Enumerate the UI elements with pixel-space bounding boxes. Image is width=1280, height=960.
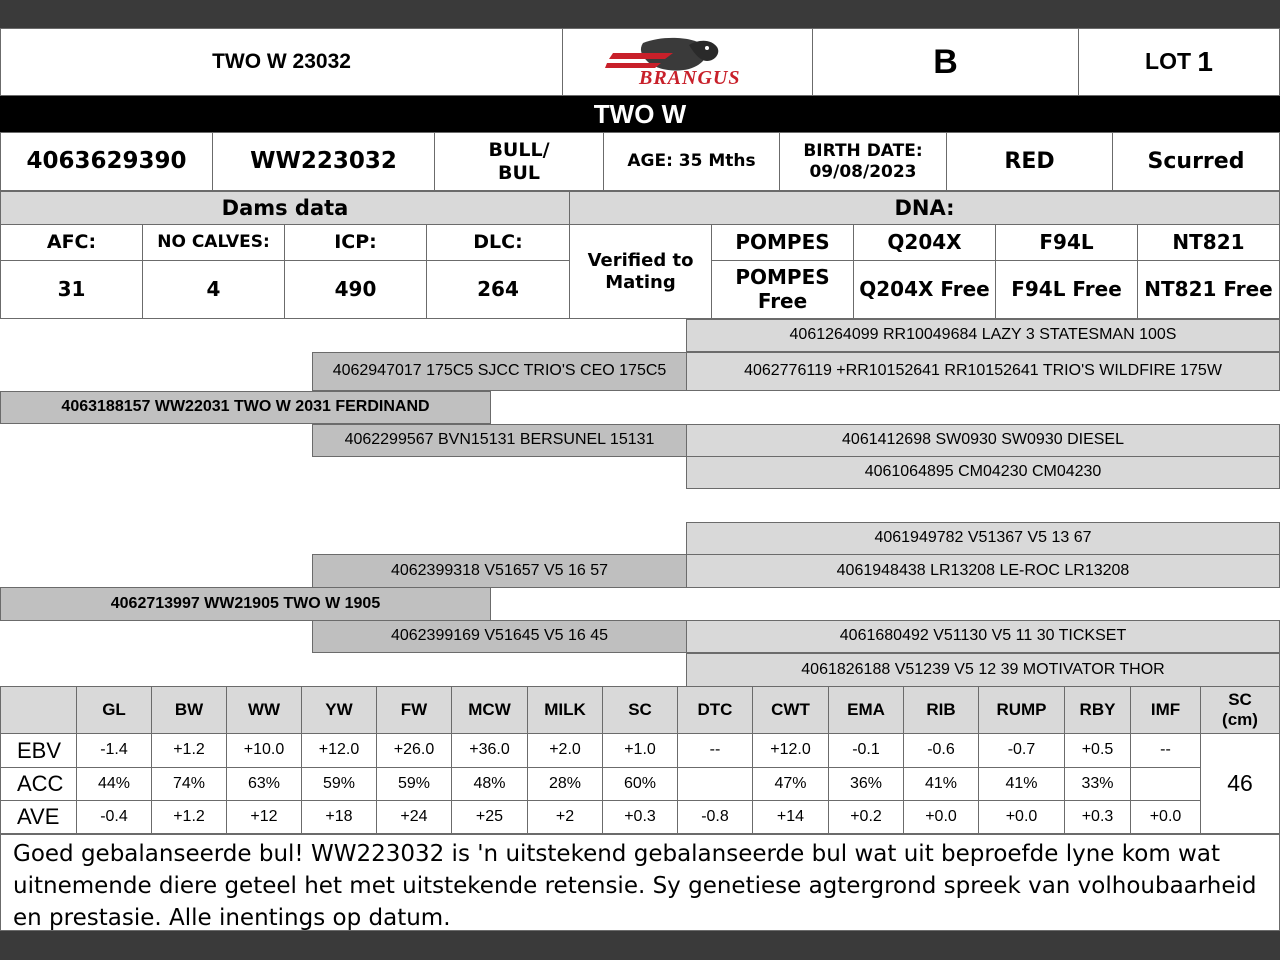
sc-cm-header bbox=[1200, 686, 1280, 734]
pedigree-sire-dam-dam: 4061064895 CM04230 CM04230 bbox=[686, 456, 1280, 489]
ebv-header-mcw: MCW bbox=[451, 686, 528, 734]
dna-result-q204x: Q204X Free bbox=[853, 260, 996, 319]
birth-date-label: BIRTH DATE: bbox=[803, 141, 923, 162]
ebv-value-ebv-cwt: +12.0 bbox=[752, 733, 829, 768]
pedigree-sire: 4063188157 WW22031 TWO W 2031 FERDINAND bbox=[0, 391, 491, 424]
no-calves-value: 4 bbox=[142, 260, 285, 319]
ebv-value-ebv-rib: -0.6 bbox=[903, 733, 979, 768]
ebv-value-acc-yw: 59% bbox=[301, 767, 377, 801]
pedigree-dam: 4062713997 WW21905 TWO W 1905 bbox=[0, 587, 491, 621]
ebv-value-ave-bw: +1.2 bbox=[151, 800, 227, 834]
sex-line-2: BUL bbox=[497, 161, 541, 184]
ebv-value-ebv-imf: -- bbox=[1130, 733, 1201, 768]
ebv-header-ww: WW bbox=[226, 686, 302, 734]
ebv-value-ebv-milk: +2.0 bbox=[527, 733, 603, 768]
ebv-header-gl: GL bbox=[76, 686, 152, 734]
ebv-value-ave-mcw: +25 bbox=[451, 800, 528, 834]
pedigree-dam-dam-dam: 4061826188 V51239 V5 12 39 MOTIVATOR THOR bbox=[686, 653, 1280, 687]
dams-data-title: Dams data bbox=[0, 191, 570, 225]
no-calves-header: NO CALVES: bbox=[142, 224, 285, 261]
ebv-value-acc-dtc bbox=[677, 767, 753, 801]
ebv-value-ave-ema: +0.2 bbox=[828, 800, 904, 834]
dna-title: DNA: bbox=[569, 191, 1280, 225]
ebv-value-ebv-mcw: +36.0 bbox=[451, 733, 528, 768]
ebv-value-acc-cwt: 47% bbox=[752, 767, 829, 801]
colour: RED bbox=[946, 132, 1113, 191]
afc-header: AFC: bbox=[0, 224, 143, 261]
top-frame-bar bbox=[0, 0, 1280, 28]
ebv-value-ebv-ema: -0.1 bbox=[828, 733, 904, 768]
ebv-value-ebv-yw: +12.0 bbox=[301, 733, 377, 768]
icp-header: ICP: bbox=[284, 224, 427, 261]
ebv-header-dtc: DTC bbox=[677, 686, 753, 734]
dna-result-pompes bbox=[711, 260, 854, 319]
ebv-value-acc-rib: 41% bbox=[903, 767, 979, 801]
pedigree-sire-sire-sire: 4061264099 RR10049684 LAZY 3 STATESMAN 100S bbox=[686, 319, 1280, 352]
ebv-corner-cell bbox=[0, 686, 77, 734]
verified-to-mating bbox=[569, 224, 712, 319]
ebv-value-ave-sc: +0.3 bbox=[602, 800, 678, 834]
dna-result-pompes-line1: POMPES bbox=[735, 264, 830, 289]
ebv-value-ave-rump: +0.0 bbox=[978, 800, 1065, 834]
grade-letter: B bbox=[812, 28, 1079, 96]
pedigree-dam-dam-sire: 4061680492 V51130 V5 11 30 TICKSET bbox=[686, 620, 1280, 653]
ebv-value-ebv-rby: +0.5 bbox=[1064, 733, 1131, 768]
dlc-header: DLC: bbox=[426, 224, 570, 261]
dna-result-pompes-line2: Free bbox=[757, 288, 808, 313]
ebv-row-label-ebv: EBV bbox=[0, 733, 77, 768]
ebv-value-ebv-gl: -1.4 bbox=[76, 733, 152, 768]
ebv-value-ebv-fw: +26.0 bbox=[376, 733, 452, 768]
ebv-value-acc-ema: 36% bbox=[828, 767, 904, 801]
pedigree-sire-dam: 4062299567 BVN15131 BERSUNEL 15131 bbox=[312, 424, 687, 457]
birth-date-value: 09/08/2023 bbox=[809, 161, 917, 182]
dna-test-nt821: NT821 bbox=[1137, 224, 1280, 261]
pedigree-sire-sire-dam: 4062776119 +RR10152641 RR10152641 TRIO'S WILDFIRE 175W bbox=[686, 352, 1280, 391]
lot-label bbox=[1078, 28, 1280, 96]
ebv-value-ave-gl: -0.4 bbox=[76, 800, 152, 834]
ebv-header-fw: FW bbox=[376, 686, 452, 734]
ebv-value-acc-rump: 41% bbox=[978, 767, 1065, 801]
pedigree-sire-sire: 4062947017 175C5 SJCC TRIO'S CEO 175C5 bbox=[312, 352, 687, 391]
ebv-value-acc-ww: 63% bbox=[226, 767, 302, 801]
ebv-value-acc-milk: 28% bbox=[527, 767, 603, 801]
logo-text: BRANGUS bbox=[639, 67, 741, 89]
ebv-value-acc-fw: 59% bbox=[376, 767, 452, 801]
ebv-value-ave-dtc: -0.8 bbox=[677, 800, 753, 834]
ebv-value-acc-sc: 60% bbox=[602, 767, 678, 801]
ebv-value-ave-rib: +0.0 bbox=[903, 800, 979, 834]
pedigree-dam-dam: 4062399169 V51645 V5 16 45 bbox=[312, 620, 687, 653]
ebv-header-cwt: CWT bbox=[752, 686, 829, 734]
ebv-value-ebv-rump: -0.7 bbox=[978, 733, 1065, 768]
ebv-value-ebv-ww: +10.0 bbox=[226, 733, 302, 768]
ebv-value-acc-bw: 74% bbox=[151, 767, 227, 801]
brangus-logo bbox=[562, 28, 813, 96]
ebv-header-bw: BW bbox=[151, 686, 227, 734]
ebv-value-ave-cwt: +14 bbox=[752, 800, 829, 834]
afc-value: 31 bbox=[0, 260, 143, 319]
breeder-name-bar: TWO W bbox=[0, 96, 1280, 132]
dlc-value: 264 bbox=[426, 260, 570, 319]
horn-status: Scurred bbox=[1112, 132, 1280, 191]
ebv-header-yw: YW bbox=[301, 686, 377, 734]
ebv-value-acc-mcw: 48% bbox=[451, 767, 528, 801]
ebv-header-imf: IMF bbox=[1130, 686, 1201, 734]
ebv-value-ebv-bw: +1.2 bbox=[151, 733, 227, 768]
ebv-header-rib: RIB bbox=[903, 686, 979, 734]
sc-cm-label-2: (cm) bbox=[1222, 710, 1258, 729]
lot-number: 1 bbox=[1197, 46, 1213, 78]
ebv-header-rby: RBY bbox=[1064, 686, 1131, 734]
animal-title: TWO W 23032 bbox=[0, 28, 563, 96]
ebv-header-ema: EMA bbox=[828, 686, 904, 734]
age: AGE: 35 Mths bbox=[603, 132, 780, 191]
sc-cm-label-1: SC bbox=[1228, 689, 1252, 709]
ebv-row-label-ave: AVE bbox=[0, 800, 77, 834]
ebv-value-acc-gl: 44% bbox=[76, 767, 152, 801]
ebv-value-ave-yw: +18 bbox=[301, 800, 377, 834]
dna-test-f94l: F94L bbox=[995, 224, 1138, 261]
pedigree-dam-sire-sire: 4061949782 V51367 V5 13 67 bbox=[686, 522, 1280, 555]
ebv-value-acc-imf bbox=[1130, 767, 1201, 801]
sex-cell bbox=[434, 132, 604, 191]
ebv-value-ave-fw: +24 bbox=[376, 800, 452, 834]
ebv-value-ave-rby: +0.3 bbox=[1064, 800, 1131, 834]
ebv-value-ave-ww: +12 bbox=[226, 800, 302, 834]
ebv-value-ebv-dtc: -- bbox=[677, 733, 753, 768]
pedigree-dam-sire: 4062399318 V51657 V5 16 57 bbox=[312, 554, 687, 588]
ebv-value-ave-milk: +2 bbox=[527, 800, 603, 834]
dna-result-nt821: NT821 Free bbox=[1137, 260, 1280, 319]
ebv-value-acc-rby: 33% bbox=[1064, 767, 1131, 801]
icp-value: 490 bbox=[284, 260, 427, 319]
animal-id: WW223032 bbox=[212, 132, 435, 191]
verified-line-2: Mating bbox=[605, 271, 676, 293]
sex-line-1: BULL/ bbox=[488, 139, 550, 162]
bottom-frame-bar bbox=[0, 931, 1280, 960]
dna-test-q204x: Q204X bbox=[853, 224, 996, 261]
dna-result-f94l: F94L Free bbox=[995, 260, 1138, 319]
lot-label-text: LOT bbox=[1145, 48, 1192, 75]
comment-text: Goed gebalanseerde bul! WW223032 is 'n uitstekend gebalanseerde bul wat uit beproefde lyne kom wat uitnemende diere geteel het met uitstekende retensie. Sy genetiese agtergrond spreek van volhoubaarheid en prestasie. Alle inentings op datum. bbox=[0, 834, 1280, 931]
sc-cm-value: 46 bbox=[1200, 733, 1280, 834]
ebv-value-ave-imf: +0.0 bbox=[1130, 800, 1201, 834]
ebv-header-milk: MILK bbox=[527, 686, 603, 734]
pedigree-sire-dam-sire: 4061412698 SW0930 SW0930 DIESEL bbox=[686, 424, 1280, 457]
ebv-header-rump: RUMP bbox=[978, 686, 1065, 734]
ebv-value-ebv-sc: +1.0 bbox=[602, 733, 678, 768]
dna-test-pompes: POMPES bbox=[711, 224, 854, 261]
ebv-header-sc: SC bbox=[602, 686, 678, 734]
ebv-row-label-acc: ACC bbox=[0, 767, 77, 801]
registration-number: 4063629390 bbox=[0, 132, 213, 191]
birth-date-cell bbox=[779, 132, 947, 191]
verified-line-1: Verified to bbox=[587, 250, 694, 272]
pedigree-dam-sire-dam: 4061948438 LR13208 LE-ROC LR13208 bbox=[686, 554, 1280, 588]
